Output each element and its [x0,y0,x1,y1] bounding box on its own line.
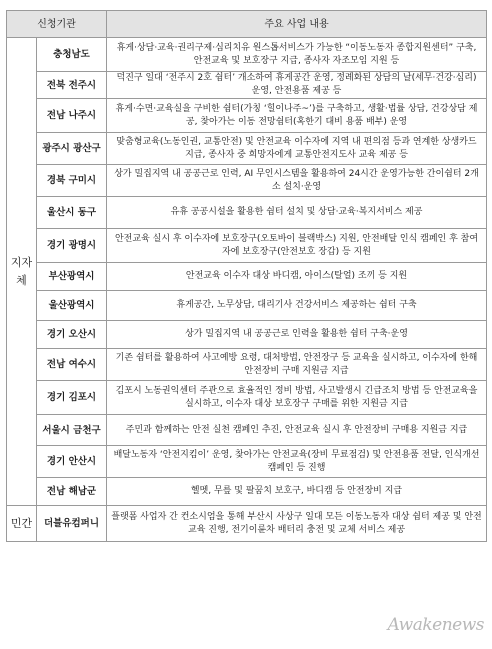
org-cell: 경북 구미시 [37,165,107,197]
table-body [7,38,487,542]
table-row [7,263,487,291]
org-cell: 경기 광명시 [37,229,107,263]
description-cell: 상가 밀집지역 내 공공근로 인력, AI 무인시스템을 활용하여 24시간 운영가능한 간이쉼터 2개소 설치·운영 [107,165,487,197]
header-org: 신청기관 [7,11,107,38]
table-row [7,478,487,506]
table-row [7,506,487,542]
watermark-logo [388,615,484,635]
description-cell: 휴게공간, 노무상담, 대리기사 건강서비스 제공하는 쉼터 구축 [107,291,487,321]
org-cell: 부산광역시 [37,263,107,291]
description-cell: 배달노동자 ‘안전지킴이’ 운영, 찾아가는 안전교육(장비 무료점검) 및 안전용품 전달, 인식개선 캠페인 등 진행 [107,446,487,478]
table-row [7,38,487,72]
description-cell: 헬멧, 무릎 및 팔꿈치 보호구, 바디캠 등 안전장비 지급 [107,478,487,506]
description-cell: 주민과 함께하는 안전 실천 캠페인 추진, 안전교육 실시 후 안전장비 구매용 지원금 지급 [107,415,487,446]
org-cell: 충청남도 [37,38,107,72]
category-private: 민간 [7,506,37,542]
description-cell: 김포시 노동권익센터 주관으로 효율적인 정비 방법, 사고발생시 긴급조치 방법 등 안전교육을 실시하고, 이수자 대상 보호장구 구매를 위한 지원금 지급 [107,381,487,415]
table-row [7,72,487,99]
org-cell: 전남 해남군 [37,478,107,506]
org-cell: 경기 안산시 [37,446,107,478]
description-cell: 휴게·수면·교육실을 구비한 쉼터(가칭 ‘힐이나주~’)를 구축하고, 생활·법률 상담, 건강상담 제공, 찾아가는 이동 전망쉼터(혹한기 대비 용품 배부) 운영 [107,99,487,133]
description-cell: 안전교육 실시 후 이수자에 보호장구(오토바이 블랙박스) 지원, 안전배달 인식 캠페인 후 참여자에 보호장구(안전보호 장갑) 등 지원 [107,229,487,263]
description-cell: 휴게·상담·교육·권리구제·심리치유 원스톱서비스가 가능한 “이동노동자 종합지원센터” 구축, 안전교육 및 보호장구 지급, 종사자 자조모임 지원 등 [107,38,487,72]
org-cell: 경기 오산시 [37,321,107,349]
table-row [7,133,487,165]
org-cell: 경기 김포시 [37,381,107,415]
table-row [7,197,487,229]
org-cell: 더블유컴퍼니 [37,506,107,542]
table-row [7,99,487,133]
org-cell: 울산광역시 [37,291,107,321]
category-local-gov: 지자 체 [7,38,37,506]
table-row [7,229,487,263]
table-row [7,446,487,478]
description-cell: 안전교육 이수자 대상 바디캠, 아이스(탈얼) 조끼 등 지원 [107,263,487,291]
org-cell: 울산시 동구 [37,197,107,229]
description-cell: 상가 밀집지역 내 공공근로 인력을 활용한 쉼터 구축·운영 [107,321,487,349]
watermark-text: Awakenews [387,615,484,635]
org-cell: 광주시 광산구 [37,133,107,165]
table-row [7,321,487,349]
description-cell: 맞춤형교육(노동인권, 교통안전) 및 안전교육 이수자에 지역 내 편의점 등과 연계한 상생카드 지급, 종사자 중 희망자에게 교통안전지도사 교육 제공 등 [107,133,487,165]
org-cell: 전북 전주시 [37,72,107,99]
org-cell: 전남 여수시 [37,349,107,381]
description-cell: 기존 쉼터를 활용하여 사고예방 요령, 대처방법, 안전장구 등 교육을 실시하고, 이수자에 한해 안전장비 구매 지원금 지급 [107,349,487,381]
description-cell: 덕진구 일대 ‘전주시 2호 쉼터’ 개소하여 휴게공간 운영, 정례화된 상담의 날(세무·건강·심리) 운영, 안전용품 제공 등 [107,72,487,99]
header-content: 주요 사업 내용 [107,11,487,38]
table-row [7,165,487,197]
table-row [7,291,487,321]
table-row [7,415,487,446]
description-cell: 유휴 공공시설을 활용한 쉼터 설치 및 상담·교육·복지서비스 제공 [107,197,487,229]
description-cell: 플랫폼 사업자 간 컨소시엄을 통해 부산시 사상구 일대 모든 이동노동자 대상 쉼터 제공 및 안전교육 진행, 전기이륜차 배터리 충전 및 교체 서비스 제공 [107,506,487,542]
table-row [7,381,487,415]
table-header-row [7,11,487,38]
org-cell: 서울시 금천구 [37,415,107,446]
org-cell: 전남 나주시 [37,99,107,133]
table-row [7,349,487,381]
project-table [6,10,487,542]
